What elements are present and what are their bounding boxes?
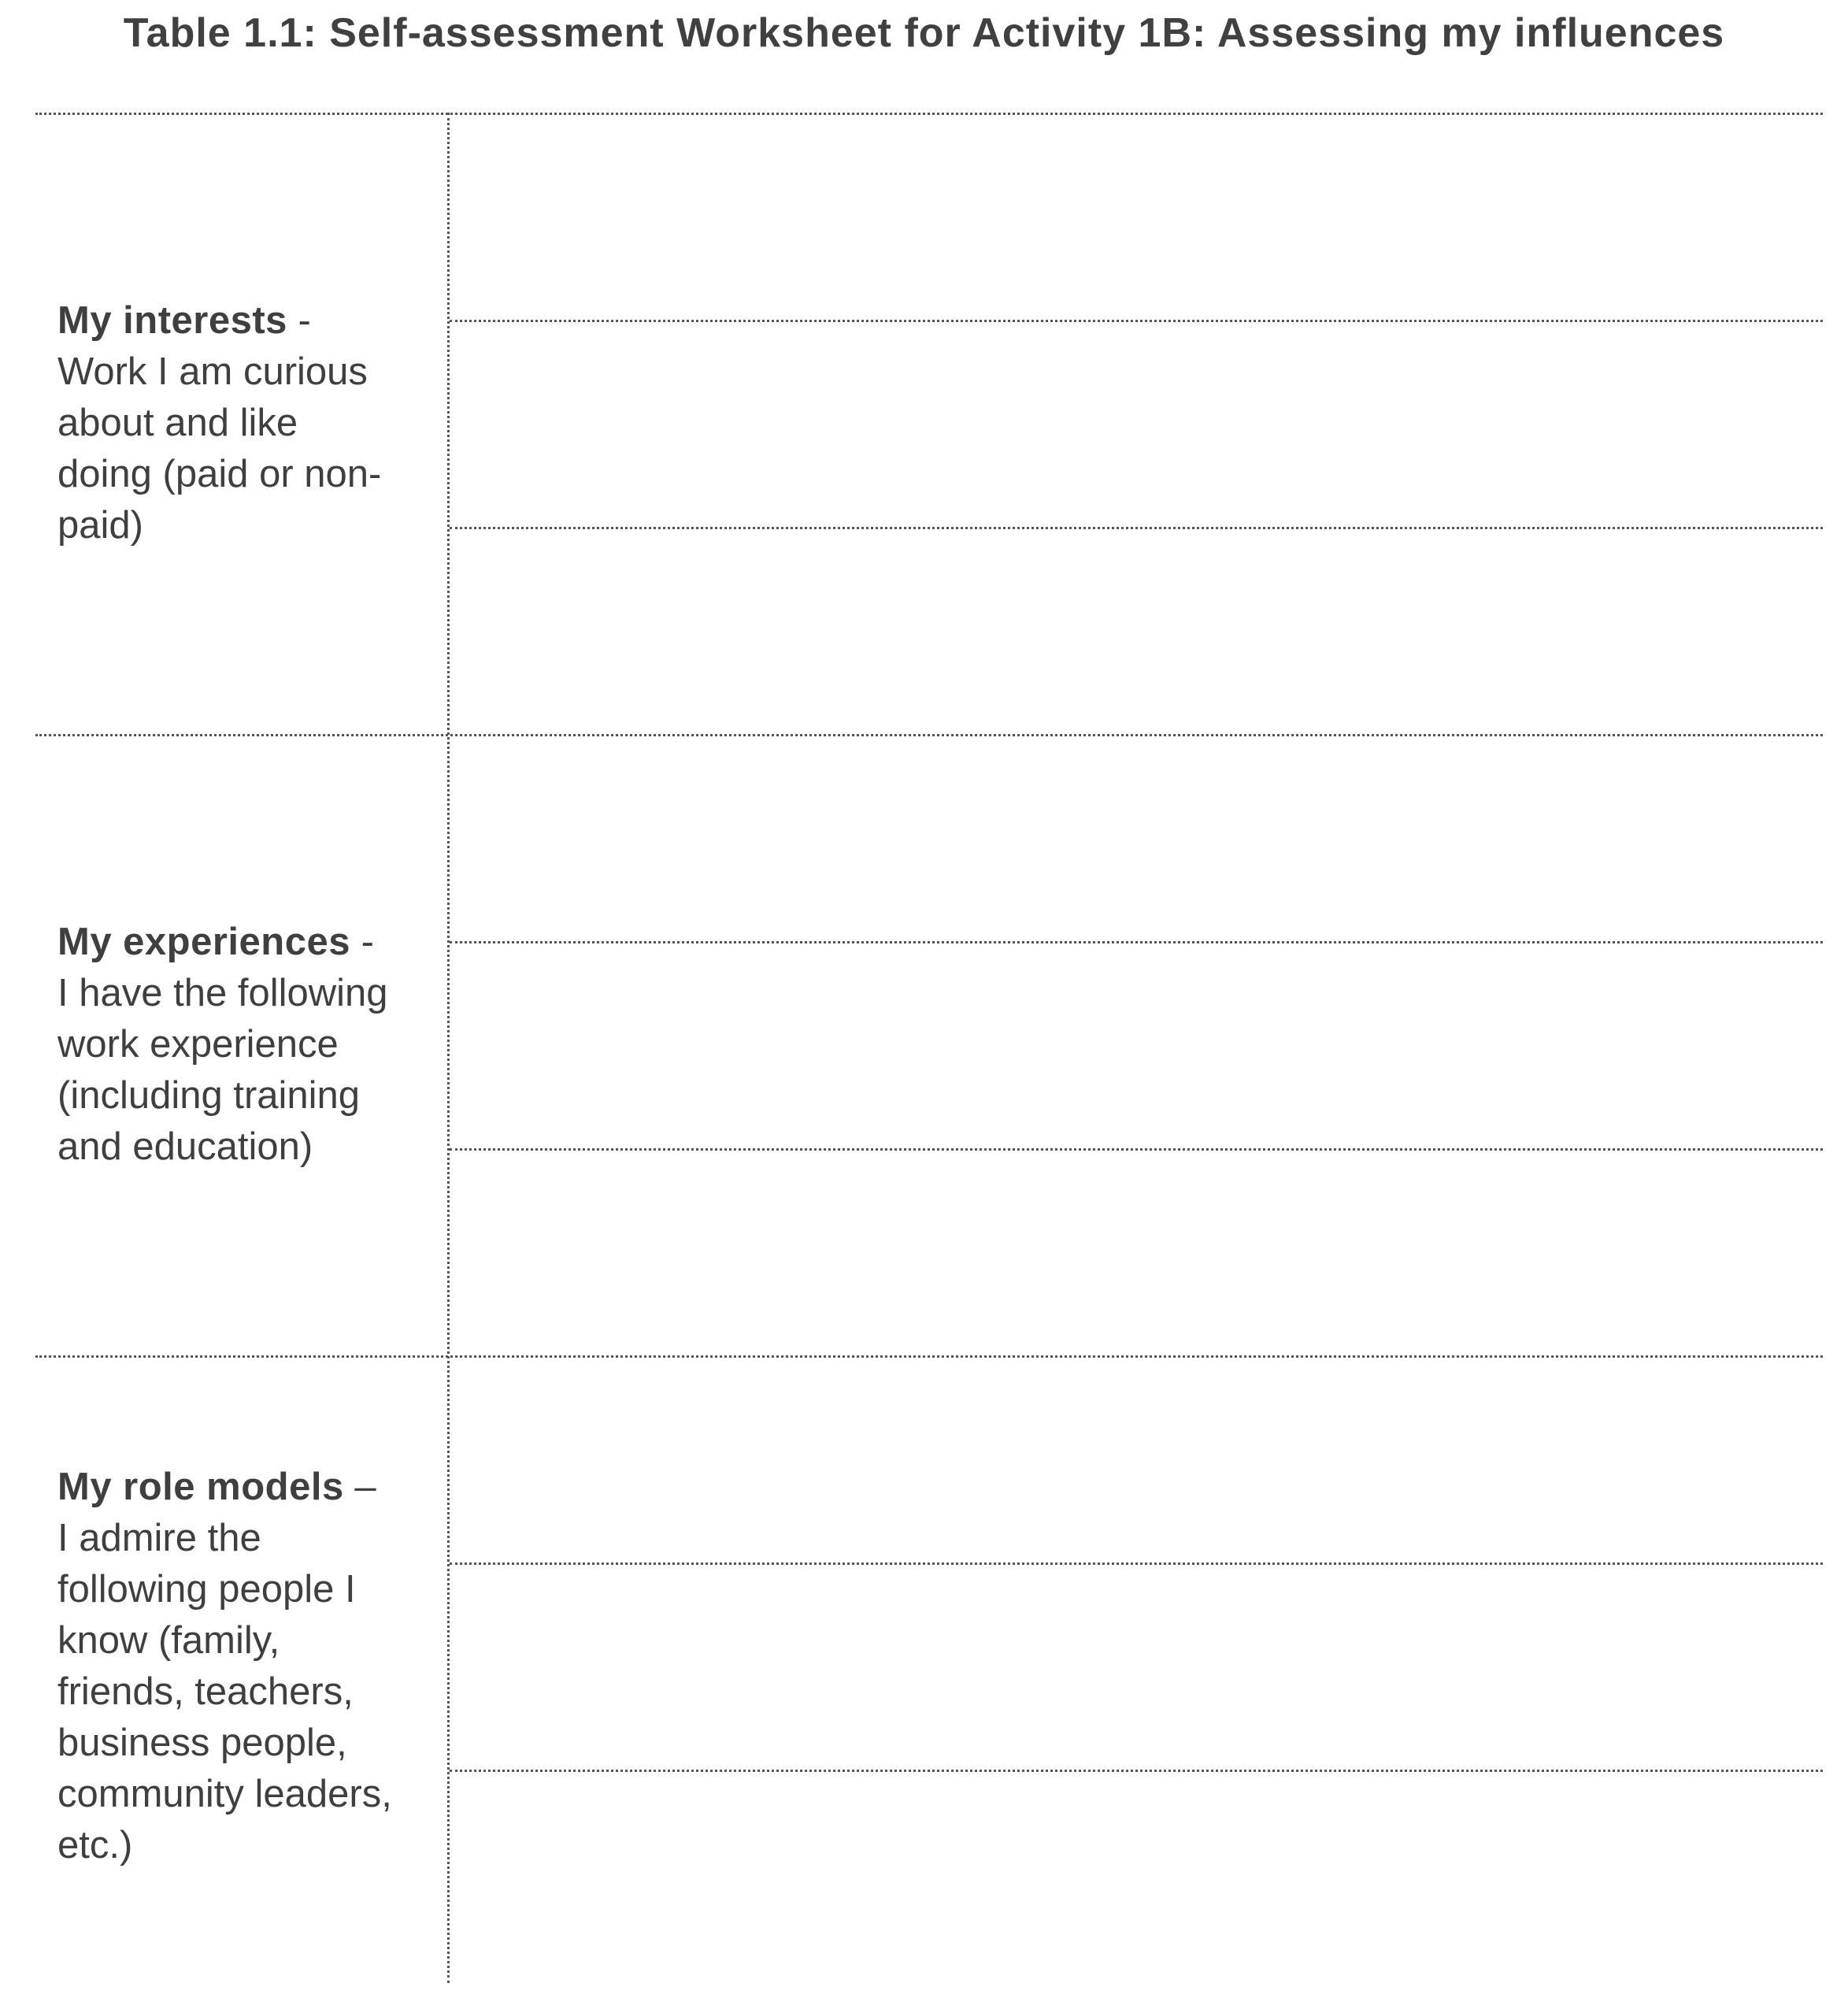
label-line: paid) [57, 504, 143, 547]
label-line: community leaders, [57, 1773, 392, 1815]
label-separator: - [350, 921, 374, 963]
label-heading-line [57, 1462, 451, 1513]
writing-line [450, 527, 1823, 529]
label-heading: My experiences [57, 921, 350, 963]
label-separator: - [287, 299, 311, 342]
label-line: (including training [57, 1074, 361, 1117]
label-line: and education) [57, 1125, 313, 1168]
writing-line [450, 941, 1823, 943]
row-label-role-models [57, 1462, 451, 1871]
label-line: etc.) [57, 1824, 133, 1866]
writing-line [450, 320, 1823, 322]
label-line: I have the following [57, 972, 388, 1014]
row-separator [35, 1355, 1823, 1358]
table-top-border [35, 113, 1823, 115]
label-line: doing (paid or non- [57, 453, 382, 495]
label-line: business people, [57, 1722, 347, 1764]
label-line: friends, teachers, [57, 1670, 354, 1713]
label-heading-line [57, 917, 451, 968]
writing-line [450, 1770, 1823, 1772]
row-label-interests [57, 295, 451, 551]
label-separator: – [343, 1466, 376, 1508]
label-line: know (family, [57, 1619, 280, 1662]
label-line: following people I [57, 1568, 356, 1611]
writing-line [450, 1562, 1823, 1565]
label-heading: My role models [57, 1466, 344, 1508]
label-line: about and like [57, 402, 298, 444]
label-line: work experience [57, 1023, 339, 1066]
label-heading: My interests [57, 299, 287, 342]
label-line: I admire the [57, 1517, 261, 1559]
row-label-experiences [57, 917, 451, 1173]
label-line: Work I am curious [57, 350, 368, 393]
worksheet-title: Table 1.1: Self-assessment Worksheet for Activity 1B: Assessing my influences [123, 10, 1725, 56]
row-separator [35, 734, 1823, 736]
label-heading-line [57, 295, 451, 347]
writing-line [450, 1148, 1823, 1151]
self-assessment-table [35, 113, 1823, 1987]
